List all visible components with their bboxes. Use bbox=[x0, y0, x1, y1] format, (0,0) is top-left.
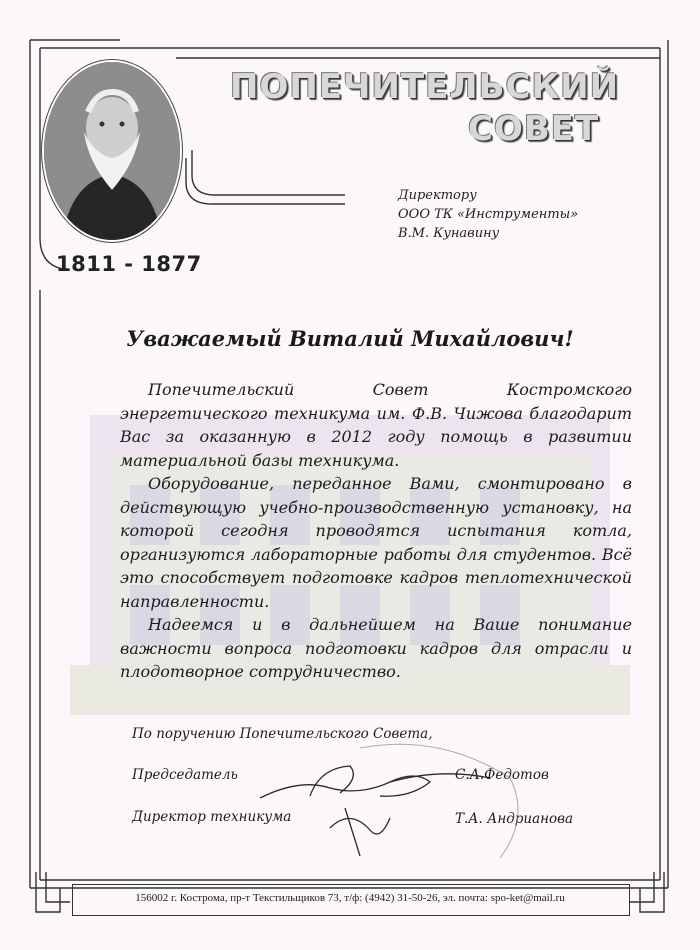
handwritten-signatures bbox=[240, 738, 540, 868]
director-name: Т.А. Андрианова bbox=[455, 811, 574, 827]
chairman-role: Председатель bbox=[132, 767, 238, 783]
lifespan-years: 1811 - 1877 bbox=[56, 252, 202, 276]
footer-contacts: 156002 г. Кострома, пр-т Текстильщиков 73, т/ф: (4942) 31-50-26, эл. почта: spo-ket@mail.ru bbox=[135, 892, 565, 904]
body-paragraph-1: Попечительский Совет Костромского энергетического техникума им. Ф.В. Чижова благодарит Вас за оказанную в 2012 году помощь в развитии материальной базы техникума. bbox=[120, 380, 632, 470]
chairman-name: С.А.Федотов bbox=[455, 767, 549, 783]
addressee-block bbox=[398, 186, 578, 243]
director-role: Директор техникума bbox=[132, 809, 292, 825]
letter-body bbox=[120, 378, 632, 684]
addressee-name: В.М. Кунавину bbox=[398, 226, 500, 241]
body-paragraph-2: Оборудование, переданное Вами, смонтировано в действующую учебно-производственную установку, на которой сегодня проводятся испытания котла, организуются лабораторные работы для студентов. Всё это способствует подготовке кадров теплотехнической направленности. bbox=[120, 474, 632, 611]
title-block bbox=[230, 66, 630, 150]
body-paragraph-3: Надеемся и в дальнейшем на Ваше понимание важности вопроса подготовки кадров для отрасли и плодотворное сотрудничество. bbox=[120, 615, 632, 681]
title-line-2: СОВЕТ bbox=[468, 109, 600, 149]
portrait-image bbox=[44, 62, 180, 240]
portrait-medallion bbox=[44, 62, 180, 240]
title-line-1: ПОПЕЧИТЕЛЬСКИЙ bbox=[230, 67, 620, 107]
signature-lead: По поручению Попечительского Совета, bbox=[132, 726, 433, 742]
greeting: Уважаемый Виталий Михайлович! bbox=[126, 326, 574, 351]
addressee-company: ООО ТК «Инструменты» bbox=[398, 207, 579, 222]
addressee-position: Директору bbox=[398, 188, 477, 203]
